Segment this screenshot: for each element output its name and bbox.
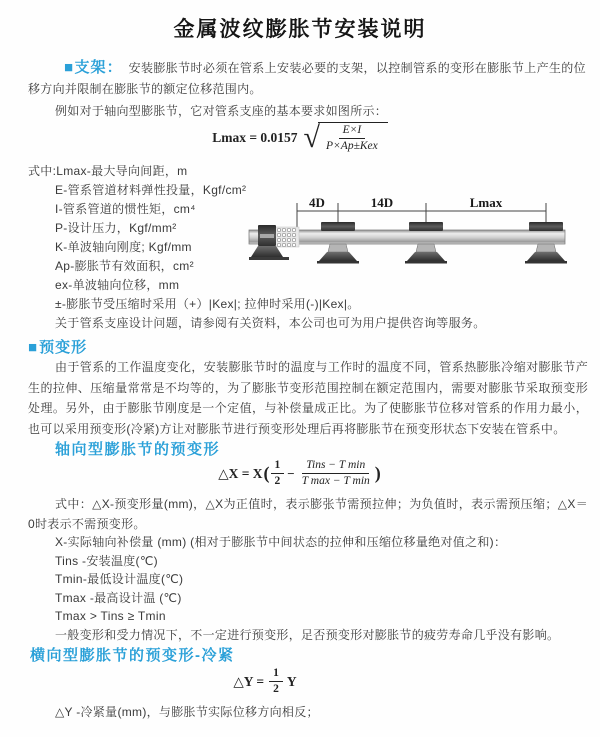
formula-lmax-radicand bbox=[318, 122, 388, 153]
formula-lateral-coldpull bbox=[0, 667, 565, 696]
bellows-icon bbox=[275, 227, 299, 247]
formula-lateral-rhs: Y bbox=[286, 673, 297, 689]
axial-items bbox=[55, 533, 559, 644]
definition-item: K-单波轴向刚度; Kgf/mm bbox=[55, 240, 192, 254]
axial-item-tmax: Tmax -最高设计温 (℃) bbox=[55, 590, 182, 605]
predeform-paragraph: 由于管系的工作温度变化，安装膨胀节时的温度与工作时的温度不同，管系热膨胀冷缩对膨胀节产生的拉伸、压缩量常常是不均等的，为了膨胀节变形范围控制在额定范围内，需要对膨胀节采取预变形处理。另外，由于膨胀节刚度是一个定值，与补偿量成正比。为了使膨胀节位移对管系的作用力最小，也可以采用预变形(冷紧)方让对膨胀节进行预变形处理后再将膨胀节在预变形状态下安装在管系中。 bbox=[28, 360, 588, 436]
formula-lmax-numerator: E×I bbox=[339, 124, 366, 139]
definition-item-pm-note: ±-膨胀节受压缩时采用（+）|Kex|; 拉伸时采用(-)|Kex|。 bbox=[55, 297, 360, 311]
formula-axial-predeform bbox=[0, 459, 600, 488]
sqrt-icon: √ bbox=[303, 120, 321, 154]
formula-lmax bbox=[0, 122, 600, 153]
formula-axial-frac-temp: $\frac{\text{Tins − T min}}{\text{T max − T min}}$ bbox=[301, 459, 370, 487]
dim-label-lmax: Lmax bbox=[469, 195, 503, 210]
axial-subheading: 轴向型膨胀节的预变形 bbox=[55, 441, 221, 458]
support-example-line: 例如对于轴向型膨胀节，它对管系支座的基本要求如图所示： bbox=[55, 104, 388, 118]
definition-item: Ap-膨胀节有效面积，cm² bbox=[55, 259, 194, 273]
axial-explanation: 式中：△X-预变形量(mm)，△X为正值时，表示膨张节需预拉伸；为负值时，表示需预压缩；△X＝0时表示不需预变形。 bbox=[28, 497, 588, 531]
formula-axial-frac-half: $\frac{1}{2}$ bbox=[271, 459, 285, 488]
support-section-title: 支架： bbox=[74, 59, 123, 76]
predeform-section-title: 预变形 bbox=[39, 339, 88, 356]
formula-axial-lhs: △X = X bbox=[218, 465, 263, 481]
axial-item-tmin: Tmin-最低设计温度(℃) bbox=[55, 572, 184, 586]
formula-lmax-denominator: P×Ap±Kex bbox=[326, 140, 378, 152]
axial-item-remark: 一般变形和受力情况下，不一定进行预变形，足否预变形对膨胀节的疲劳寿命几乎没有影响。 bbox=[55, 627, 560, 642]
support-intro-text: 安装膨胀节时必须在管系上安装必要的支架，以控制管系的变形在膨胀节上产生的位移方向并限制在膨胀节的额定位移范围内。 bbox=[28, 61, 586, 96]
open-paren: ( bbox=[263, 463, 270, 483]
lateral-subheading: 横向型膨胀节的预变形-冷紧 bbox=[30, 647, 235, 664]
section-square-icon: ■ bbox=[28, 339, 39, 356]
lateral-note: △Y -冷紧量(mm)，与膨胀节实际位移方向相反； bbox=[55, 705, 319, 719]
definition-item: ex-单波轴向位移，mm bbox=[55, 278, 180, 292]
formula-lateral-lhs: △Y = bbox=[233, 673, 265, 689]
pipe-support-diagram bbox=[245, 190, 595, 290]
minus-operator: − bbox=[287, 465, 295, 481]
dim-label-4d: 4D bbox=[309, 195, 325, 210]
section-square-icon: ■ bbox=[64, 59, 74, 76]
axial-item-inequality: Tmax > Tins ≥ Tmin bbox=[55, 609, 166, 623]
definition-item: P-设计压力，Kgf/mm² bbox=[55, 221, 177, 235]
consulting-note: 关于管系支座设计问题，请参阅有关资料，本公司也可为用户提供咨询等服务。 bbox=[55, 316, 486, 330]
page-title: 金属波纹膨胀节安装说明 bbox=[173, 18, 427, 41]
dim-label-14d: 14D bbox=[370, 195, 394, 210]
definition-item: E-管系管道材料弹性投量，Kgf/cm² bbox=[55, 183, 247, 197]
definition-item: 式中:Lmax-最大导向间距，m bbox=[28, 164, 188, 178]
close-paren: ) bbox=[374, 463, 381, 483]
formula-lmax-lhs: Lmax = 0.0157 bbox=[212, 129, 298, 145]
definition-item: I-管系管道的惯性矩，cm⁴ bbox=[55, 202, 196, 216]
axial-item-x: X-实际轴向补偿量 (mm) (相对于膨胀节中间状态的拉伸和压缩位移量绝对值之和)： bbox=[55, 535, 507, 549]
predeform-section-header bbox=[28, 336, 87, 357]
axial-item-tins: Tins -安装温度(℃) bbox=[55, 553, 158, 568]
formula-lateral-frac-half: $\frac{1}{2}$ bbox=[269, 667, 283, 696]
support-intro-paragraph bbox=[28, 57, 586, 100]
